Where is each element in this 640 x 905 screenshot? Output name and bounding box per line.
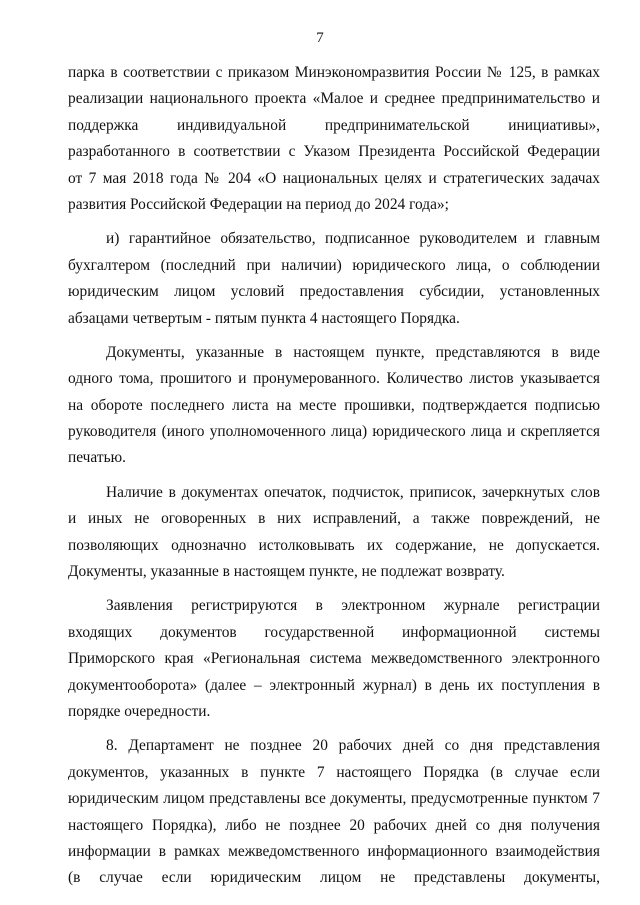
text-line: (в случае если юридическим лицом не представлены документы, <box>68 869 600 887</box>
text-line: абзацами четвертым - пятым пункта 4 настоящего Порядка. <box>68 309 460 327</box>
text-line: бухгалтером (последний при наличии) юридического лица, о соблюдении <box>68 256 600 274</box>
text-line: документов, указанных в пункте 7 настоящего Порядка (в случае если <box>68 763 600 781</box>
text-line: и иных не оговоренных в них исправлений, а также повреждений, не <box>68 510 600 528</box>
text-line: и) гарантийное обязательство, подписанное руководителем и главным <box>106 230 600 248</box>
text-line: разработанного в соответствии с Указом Президента Российской Федерации <box>68 143 600 161</box>
text-line: поддержка индивидуальной предпринимательской инициативы», <box>68 116 600 134</box>
paragraph <box>68 593 600 725</box>
document-body <box>68 60 600 892</box>
text-line: информации в рамках межведомственного информационного взаимодействия <box>68 842 600 860</box>
text-line: одного тома, прошитого и пронумерованного. Количество листов указывается <box>68 370 600 388</box>
text-line: от 7 мая 2018 года № 204 «О национальных целях и стратегических задачах <box>68 169 600 187</box>
text-line: Наличие в документах опечаток, подчисток, приписок, зачеркнутых слов <box>106 483 600 501</box>
paragraph <box>68 226 600 332</box>
text-line: юридическим лицом представлены все документы, предусмотренные пунктом 7 <box>68 790 600 808</box>
paragraph <box>68 733 600 891</box>
text-line: 8. Департамент не позднее 20 рабочих дней со дня представления <box>106 737 600 755</box>
text-line: руководителя (иного уполномоченного лица) юридического лица и скрепляется <box>68 423 600 441</box>
text-line: Документы, указанные в настоящем пункте, не подлежат возврату. <box>68 563 505 581</box>
text-line: Заявления регистрируются в электронном журнале регистрации <box>106 597 600 615</box>
paragraph <box>68 340 600 472</box>
page-number: 7 <box>316 30 324 46</box>
text-line: документооборота» (далее – электронный журнал) в день их поступления в <box>68 676 600 694</box>
text-line: печатью. <box>68 449 126 467</box>
text-line: Документы, указанные в настоящем пункте, представляются в виде <box>106 343 600 361</box>
text-line: порядке очередности. <box>68 702 211 720</box>
text-line: развития Российской Федерации на период до 2024 года»; <box>68 195 449 213</box>
paragraph <box>68 60 600 218</box>
text-line: юридическим лицом условий предоставления субсидии, установленных <box>68 283 600 301</box>
text-line: настоящего Порядка), либо не позднее 20 рабочих дней со дня получения <box>68 816 600 834</box>
text-line: позволяющих однозначно истолковывать их содержание, не допускается. <box>68 536 600 554</box>
text-line: реализации национального проекта «Малое и среднее предпринимательство и <box>68 90 600 108</box>
text-line: парка в соответствии с приказом Минэкономразвития России № 125, в рамках <box>68 64 600 81</box>
text-line: входящих документов государственной информационной системы <box>68 623 600 641</box>
paragraph <box>68 480 600 586</box>
text-line: на обороте последнего листа на месте прошивки, подтверждается подписью <box>68 396 600 414</box>
text-line: Приморского края «Региональная система межведомственного электронного <box>68 650 600 668</box>
